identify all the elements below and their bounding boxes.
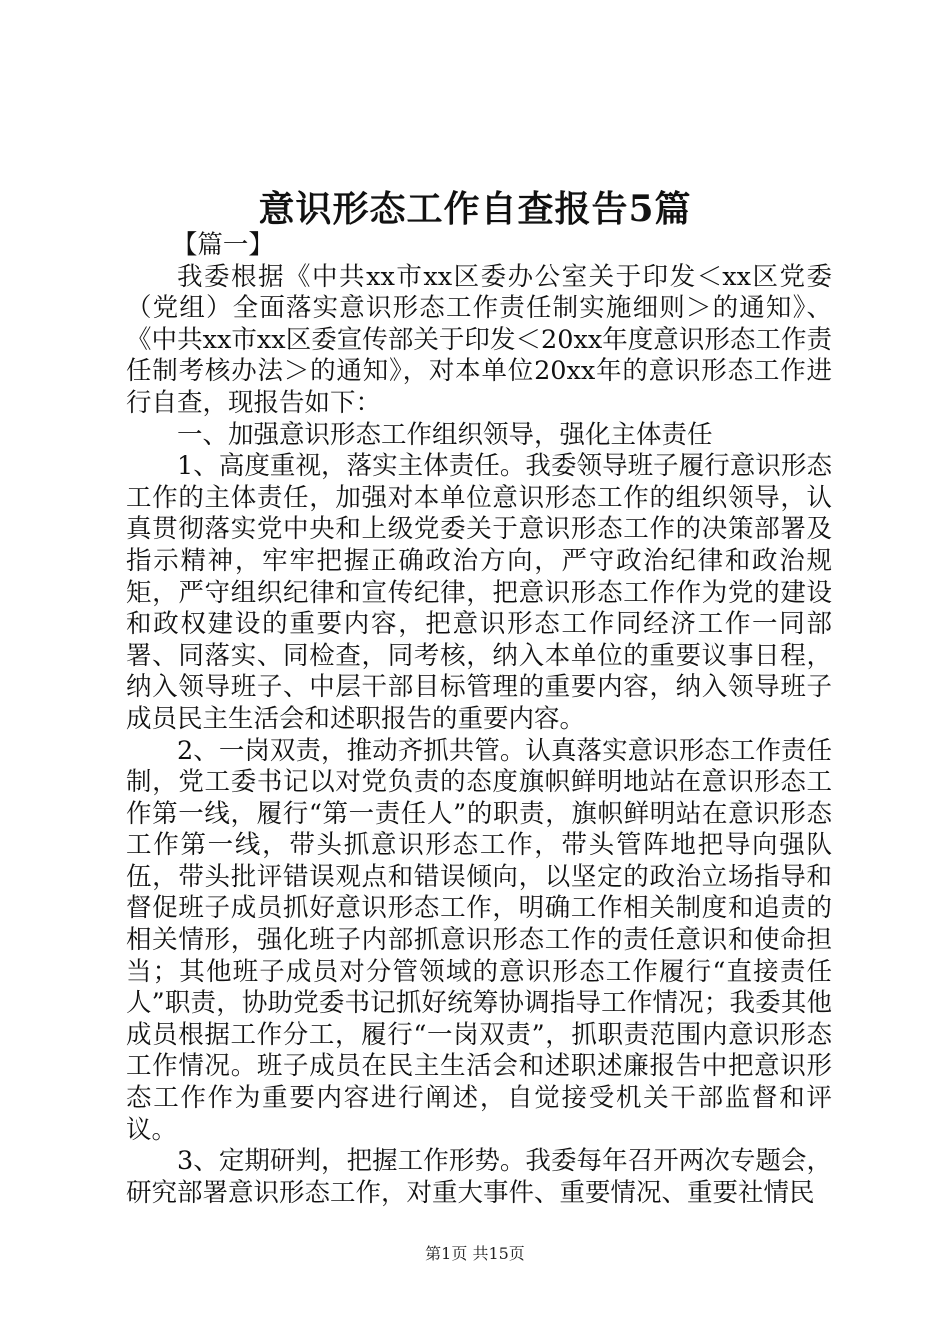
body-paragraph: 1、高度重视，落实主体责任。我委领导班子履行意识形态工作的主体责任，加强对本单位意识形态工作的组织领导，认真贯彻落实党中央和上级党委关于意识形态工作的决策部署及指示精神，牢牢把握正确政治方向，严守政治纪律和政治规矩，严守组织纪律和宣传纪律，把意识形态工作作为党的建设和政权建设的重要内容，把意识形态工作同经济工作一同部署、同落实、同检查，同考核，纳入本单位的重要议事日程，纳入领导班子、中层干部目标管理的重要内容，纳入领导班子成员民主生活会和述职报告的重要内容。 <box>126 451 832 734</box>
body-paragraph: 2、一岗双责，推动齐抓共管。认真落实意识形态工作责任制，党工委书记以对党负责的态度旗帜鲜明地站在意识形态工作第一线，履行“第一责任人”的职责，旗帜鲜明站在意识形态工作第一线，带头抓意识形态工作，带头管阵地把导向强队伍，带头批评错误观点和错误倾向，以坚定的政治立场指导和督促班子成员抓好意识形态工作，明确工作相关制度和追责的相关情形，强化班子内部抓意识形态工作的责任意识和使命担当；其他班子成员对分管领域的意识形态工作履行“直接责任人”职责，协助党委书记抓好统筹协调指导工作情况；我委其他成员根据工作分工，履行“一岗双责”，抓职责范围内意识形态工作情况。班子成员在民主生活会和述职述廉报告中把意识形态工作作为重要内容进行阐述，自觉接受机关干部监督和评议。 <box>126 735 832 1145</box>
section-subheading: 一、加强意识形态工作组织领导，强化主体责任 <box>177 419 713 450</box>
page-number: 第1页 共15页 <box>425 1244 525 1263</box>
document-title: 意识形态工作自查报告5篇 <box>258 188 692 230</box>
document-body <box>126 230 832 1209</box>
section-heading: 【篇一】 <box>171 230 274 260</box>
page-footer <box>0 1243 950 1265</box>
intro-paragraph: 我委根据《中共xx市xx区委办公室关于印发＜xx区党委（党组）全面落实意识形态工作责任制实施细则＞的通知》、《中共xx市xx区委宣传部关于印发＜20xx年度意识形态工作责任制考核办法＞的通知》，对本单位20xx年的意识形态工作进行自查，现报告如下： <box>126 261 832 418</box>
body-paragraph: 3、定期研判，把握工作形势。我委每年召开两次专题会，研究部署意识形态工作，对重大事件、重要情况、重要社情民 <box>126 1146 832 1208</box>
